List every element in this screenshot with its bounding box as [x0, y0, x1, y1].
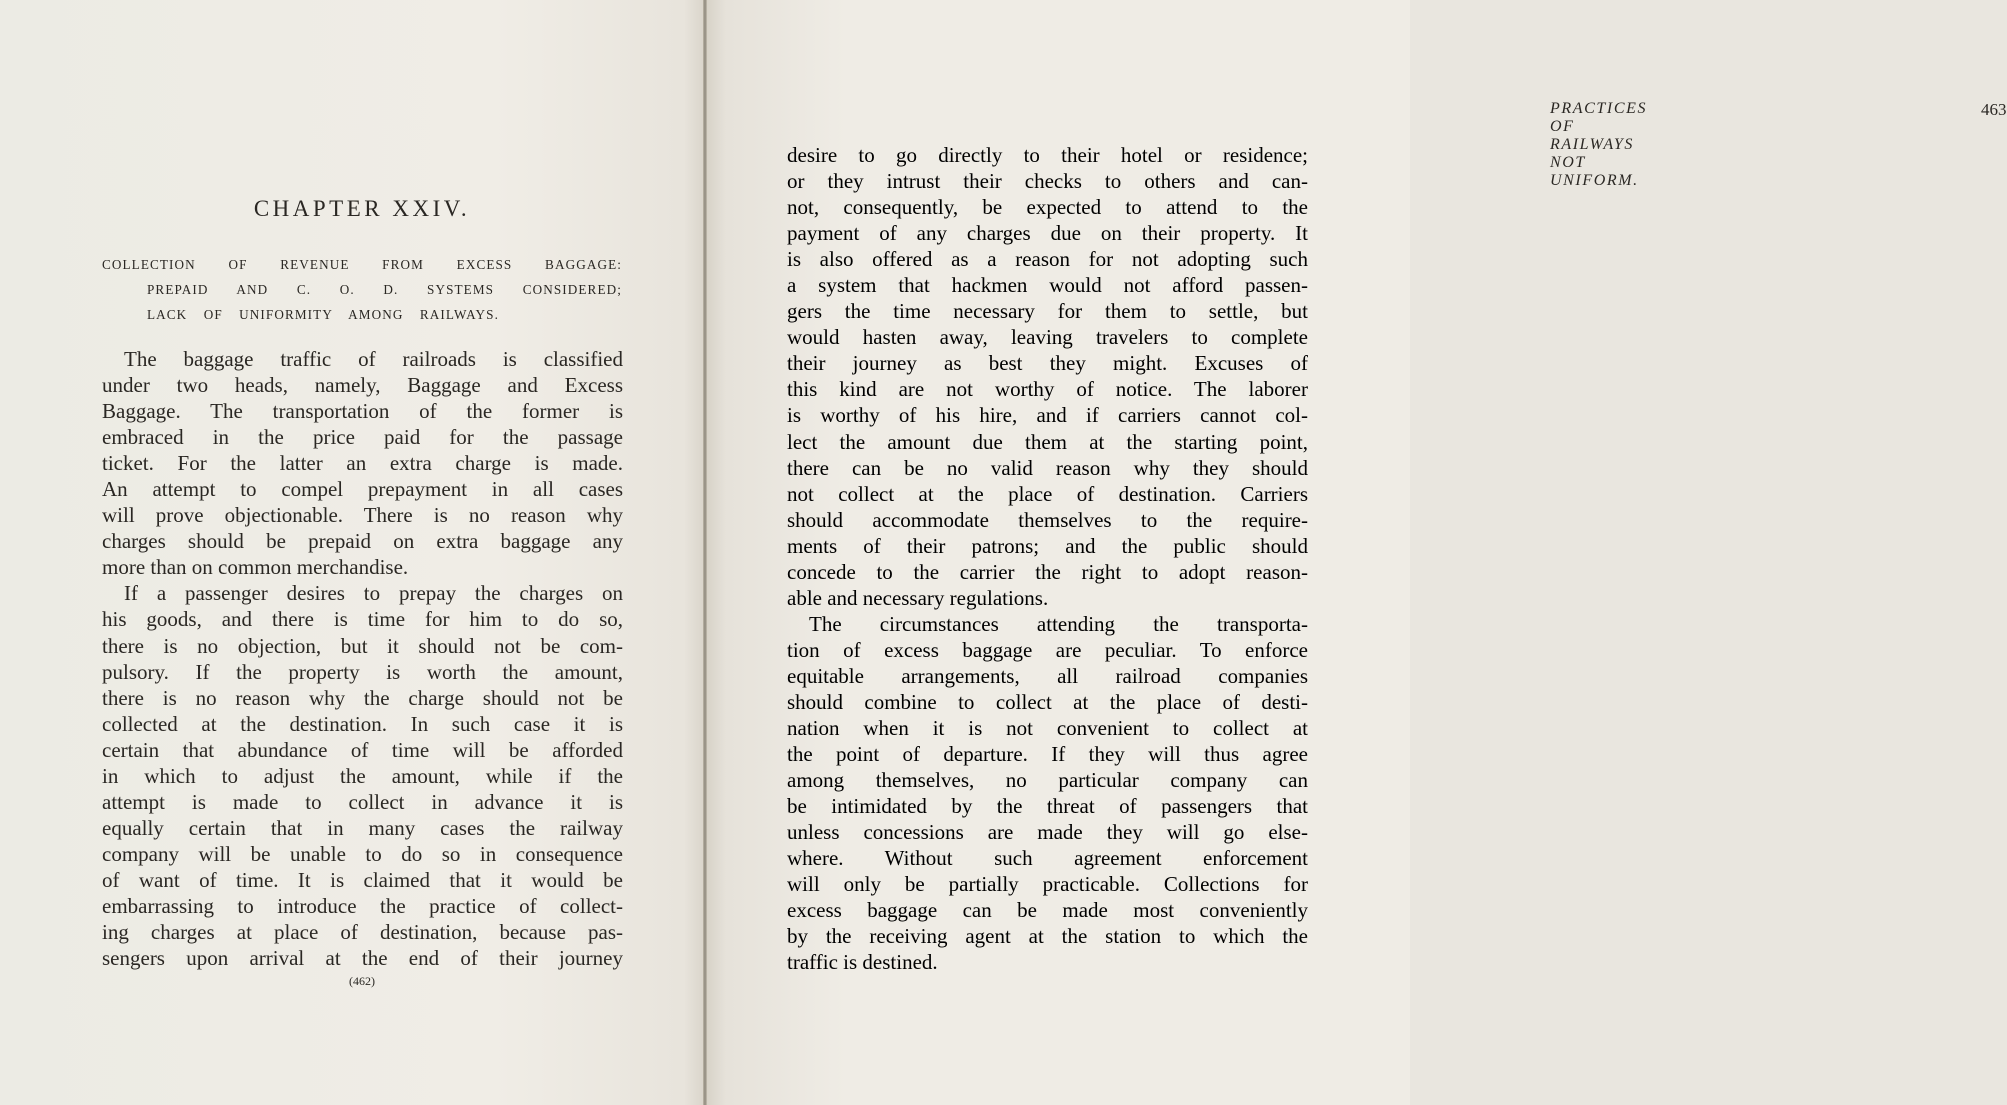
summary-line: COLLECTION OF REVENUE FROM EXCESS BAGGAGE: [102, 257, 622, 272]
text-line: more than on common merchandise. [102, 555, 409, 580]
text-line: traffic is destined. [787, 950, 938, 975]
text-line: would hasten away, leaving travelers to complete [787, 325, 1308, 350]
text-line: company will be unable to do so in consequence [102, 841, 623, 866]
text-line: ticket. For the latter an extra charge is made. [102, 451, 623, 476]
text-line: certain that abundance of time will be afforded [102, 737, 623, 762]
text-line: unless concessions are made they will go else- [787, 820, 1308, 845]
text-line: The circumstances attending the transporta- [809, 611, 1308, 636]
text-line: gers the time necessary for them to settle, but [787, 299, 1308, 324]
text-line: not, consequently, be expected to attend to the [787, 195, 1308, 220]
text-line: or they intrust their checks to others and can- [787, 169, 1308, 194]
text-line: concede to the carrier the right to adopt reason- [787, 559, 1308, 584]
text-line: sengers upon arrival at the end of their journey [102, 946, 623, 971]
text-line: there is no reason why the charge should not be [102, 685, 623, 710]
text-line: will only be partially practicable. Collections for [787, 872, 1308, 897]
text-line: Baggage. The transportation of the former is [102, 399, 623, 424]
text-line: should accommodate themselves to the require- [787, 507, 1308, 532]
text-line: of want of time. It is claimed that it would be [102, 867, 623, 892]
chapter-title: CHAPTER XXIV. [253, 196, 471, 221]
text-line: should combine to collect at the place of desti- [787, 689, 1308, 714]
text-line: embraced in the price paid for the passage [102, 425, 623, 450]
summary-line: LACK OF UNIFORMITY AMONG RAILWAYS. [147, 307, 499, 322]
text-line: nation when it is not convenient to collect at [787, 716, 1308, 741]
text-line: collected at the destination. In such case it is [102, 711, 623, 736]
text-line: is worthy of his hire, and if carriers cannot col- [787, 403, 1308, 428]
text-line: equitable arrangements, all railroad companies [787, 663, 1308, 688]
text-line: excess baggage can be made most conveniently [787, 898, 1308, 923]
text-line: An attempt to compel prepayment in all cases [102, 477, 623, 502]
summary-line: PREPAID AND C. O. D. SYSTEMS CONSIDERED; [147, 282, 622, 297]
text-line: ing charges at place of destination, because pas- [102, 920, 623, 945]
page-number: 463 [1981, 100, 2007, 119]
text-line: pulsory. If the property is worth the amount, [102, 659, 623, 684]
text-line: charges should be prepaid on extra baggage any [102, 529, 623, 554]
text-line: their journey as best they might. Excuses of [787, 351, 1308, 376]
text-line: by the receiving agent at the station to which the [787, 924, 1308, 949]
text-line: tion of excess baggage are peculiar. To enforce [787, 637, 1308, 662]
text-line: where. Without such agreement enforcement [787, 846, 1308, 871]
text-line: attempt is made to collect in advance it is [102, 789, 623, 814]
text-line: is also offered as a reason for not adopting such [787, 247, 1308, 272]
text-line: under two heads, namely, Baggage and Excess [102, 373, 623, 398]
text-line: not collect at the place of destination. Carriers [787, 481, 1308, 506]
text-line: his goods, and there is time for him to do so, [102, 607, 623, 632]
left-page [0, 0, 705, 1105]
chapter-summary [102, 252, 622, 327]
text-line: embarrassing to introduce the practice of collect- [102, 893, 623, 918]
text-line: in which to adjust the amount, while if the [102, 763, 623, 788]
running-head: PRACTICES OF RAILWAYS NOT UNIFORM. [1550, 100, 1648, 189]
text-line: If a passenger desires to prepay the charges on [124, 581, 623, 606]
text-line: the point of departure. If they will thus agree [787, 742, 1308, 767]
text-line: this kind are not worthy of notice. The laborer [787, 377, 1308, 402]
book-gutter [703, 0, 707, 1105]
text-line: payment of any charges due on their property. It [787, 221, 1308, 246]
text-line: there is no objection, but it should not be com- [102, 633, 623, 658]
text-line: there can be no valid reason why they should [787, 455, 1308, 480]
text-line: be intimidated by the threat of passengers that [787, 794, 1308, 819]
page-folio: (462) [349, 974, 375, 988]
text-line: The baggage traffic of railroads is classified [124, 347, 623, 371]
text-line: lect the amount due them at the starting point, [787, 429, 1308, 454]
text-line: will prove objectionable. There is no reason why [102, 503, 623, 528]
text-line: desire to go directly to their hotel or residence; [787, 143, 1308, 167]
text-line: equally certain that in many cases the railway [102, 815, 623, 840]
text-line: among themselves, no particular company can [787, 768, 1308, 793]
text-line: able and necessary regulations. [787, 585, 1049, 610]
left-body-text [102, 346, 623, 971]
text-line: a system that hackmen would not afford passen- [787, 273, 1308, 298]
text-line: ments of their patrons; and the public should [787, 533, 1308, 558]
right-body-text [787, 142, 1308, 976]
